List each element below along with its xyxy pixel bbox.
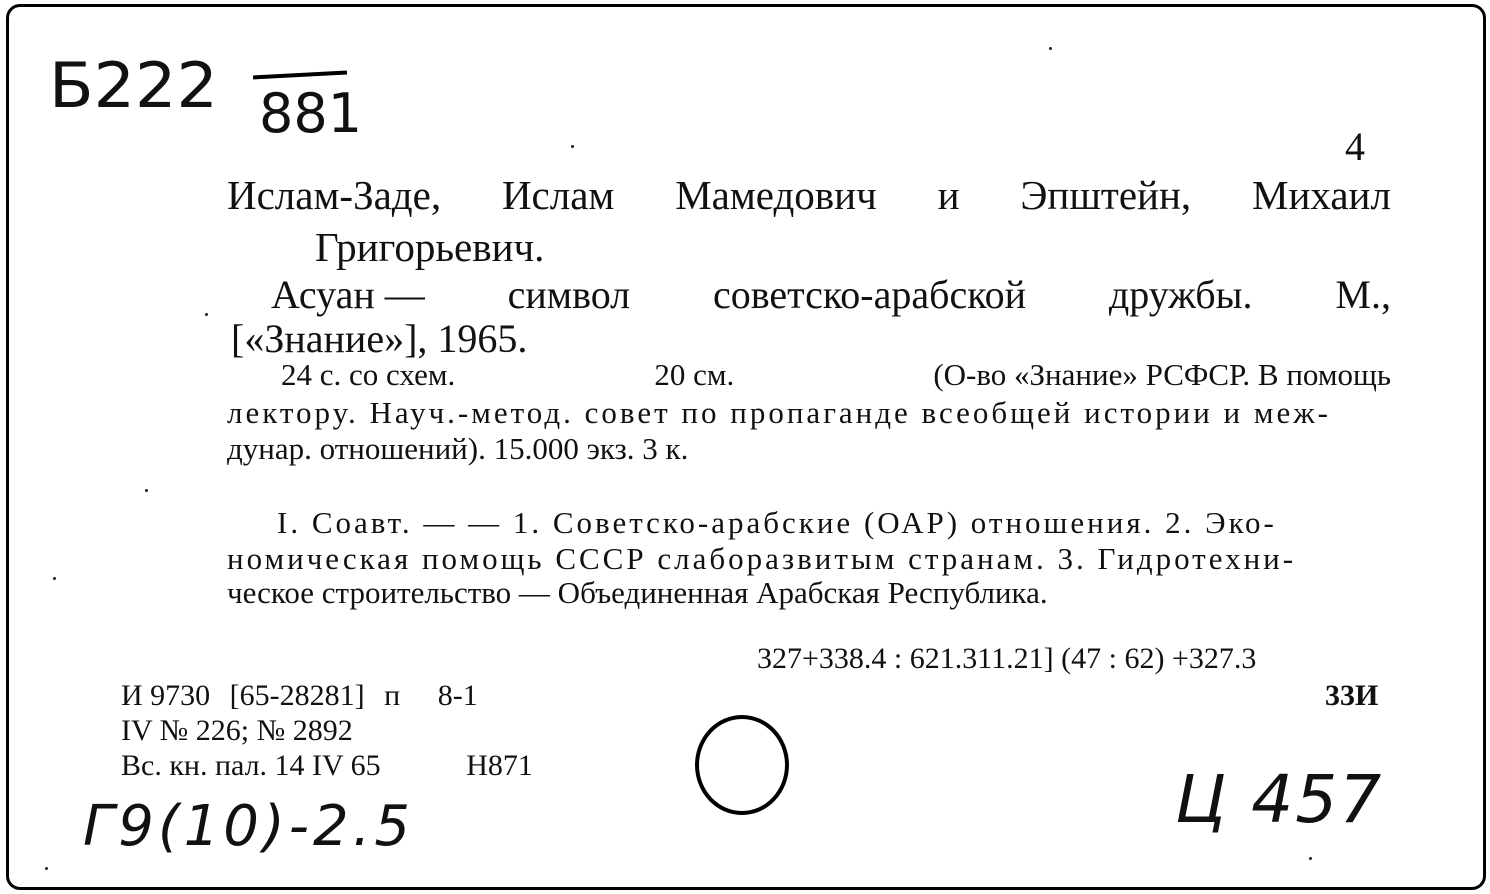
card-number: 4: [1345, 124, 1365, 169]
title-part: символ: [507, 272, 631, 317]
dust-speck: [45, 867, 48, 870]
collation-part: 20 см.: [654, 357, 735, 392]
imprint-part: Н871: [466, 749, 533, 782]
tracings-line1-text: I. Соавт. — — 1. Советско-арабские (ОАР) отношения. 2. Эко-: [277, 505, 1277, 540]
collation-part: (О-во «Знание» РСФСР. В помощь: [933, 357, 1391, 392]
collation-line2-text: лектору. Науч.-метод. совет по пропаганде всеобщей истории и меж-: [227, 395, 1332, 430]
circle-mark: [695, 715, 789, 815]
tracings-line1: [277, 507, 1391, 538]
imprint-part: Вс. кн. пал. 14 IV 65: [121, 749, 381, 782]
collation-line2: [227, 397, 1391, 428]
classification-index: 327+338.4 : 621.311.21] (47 : 62) +327.3: [757, 642, 1257, 675]
dust-speck: [1309, 857, 1312, 860]
imprint-part: И 9730: [121, 679, 211, 712]
heading-part: Ислам-Заде,: [227, 172, 442, 218]
call-number-main: Б222: [48, 49, 218, 122]
entry-title-line1: [271, 272, 1391, 317]
entry-title-line2: [«Знание»], 1965.: [231, 316, 528, 361]
dust-speck: [205, 313, 208, 316]
dust-speck: [145, 489, 148, 492]
title-part: Асуан —: [271, 272, 425, 317]
call-number-sub: 881: [259, 82, 363, 145]
imprint-part: п: [384, 679, 401, 712]
tracings-line2-text: номическая помощь СССР слаборазвитым странам. 3. Гидротехни-: [227, 541, 1297, 576]
heading-part: и: [937, 172, 960, 218]
tracings-line2: [227, 543, 1391, 574]
title-part: М.,: [1335, 272, 1391, 317]
tracings-line3: ческое строительство — Объединенная Арабская Республика.: [227, 575, 1048, 610]
imprint-part: [65-28281]: [229, 679, 365, 712]
heading-part: Мамедович: [675, 172, 877, 218]
dust-speck: [53, 577, 56, 580]
collation-line3: дунар. отношений). 15.000 экз. 3 к.: [227, 431, 689, 466]
imprint-line3: [121, 751, 533, 781]
handwritten-bottom-left: Г9(10)-2.5: [83, 794, 415, 859]
title-part: дружбы.: [1108, 272, 1253, 317]
imprint-line1: [121, 681, 478, 711]
heading-part: Эпштейн,: [1020, 172, 1192, 218]
dust-speck: [1049, 47, 1052, 50]
collation-line1: [281, 359, 1391, 390]
entry-heading-line2: Григорьевич.: [315, 224, 545, 270]
imprint-part: 8-1: [437, 679, 478, 712]
entry-heading-line1: [227, 172, 1391, 218]
heading-part: Михаил: [1252, 172, 1391, 218]
call-number-fraction-bar: [253, 71, 347, 80]
collation-part: 24 с. со схем.: [281, 357, 456, 392]
dust-speck: [571, 145, 574, 148]
author-mark: 33И: [1325, 679, 1379, 712]
handwritten-bottom-right: Ц 457: [1175, 761, 1384, 838]
imprint-line2: IV № 226; № 2892: [121, 714, 353, 747]
heading-part: Ислам: [501, 172, 615, 218]
title-part: советско-арабской: [713, 272, 1027, 317]
catalog-card: [6, 4, 1486, 890]
